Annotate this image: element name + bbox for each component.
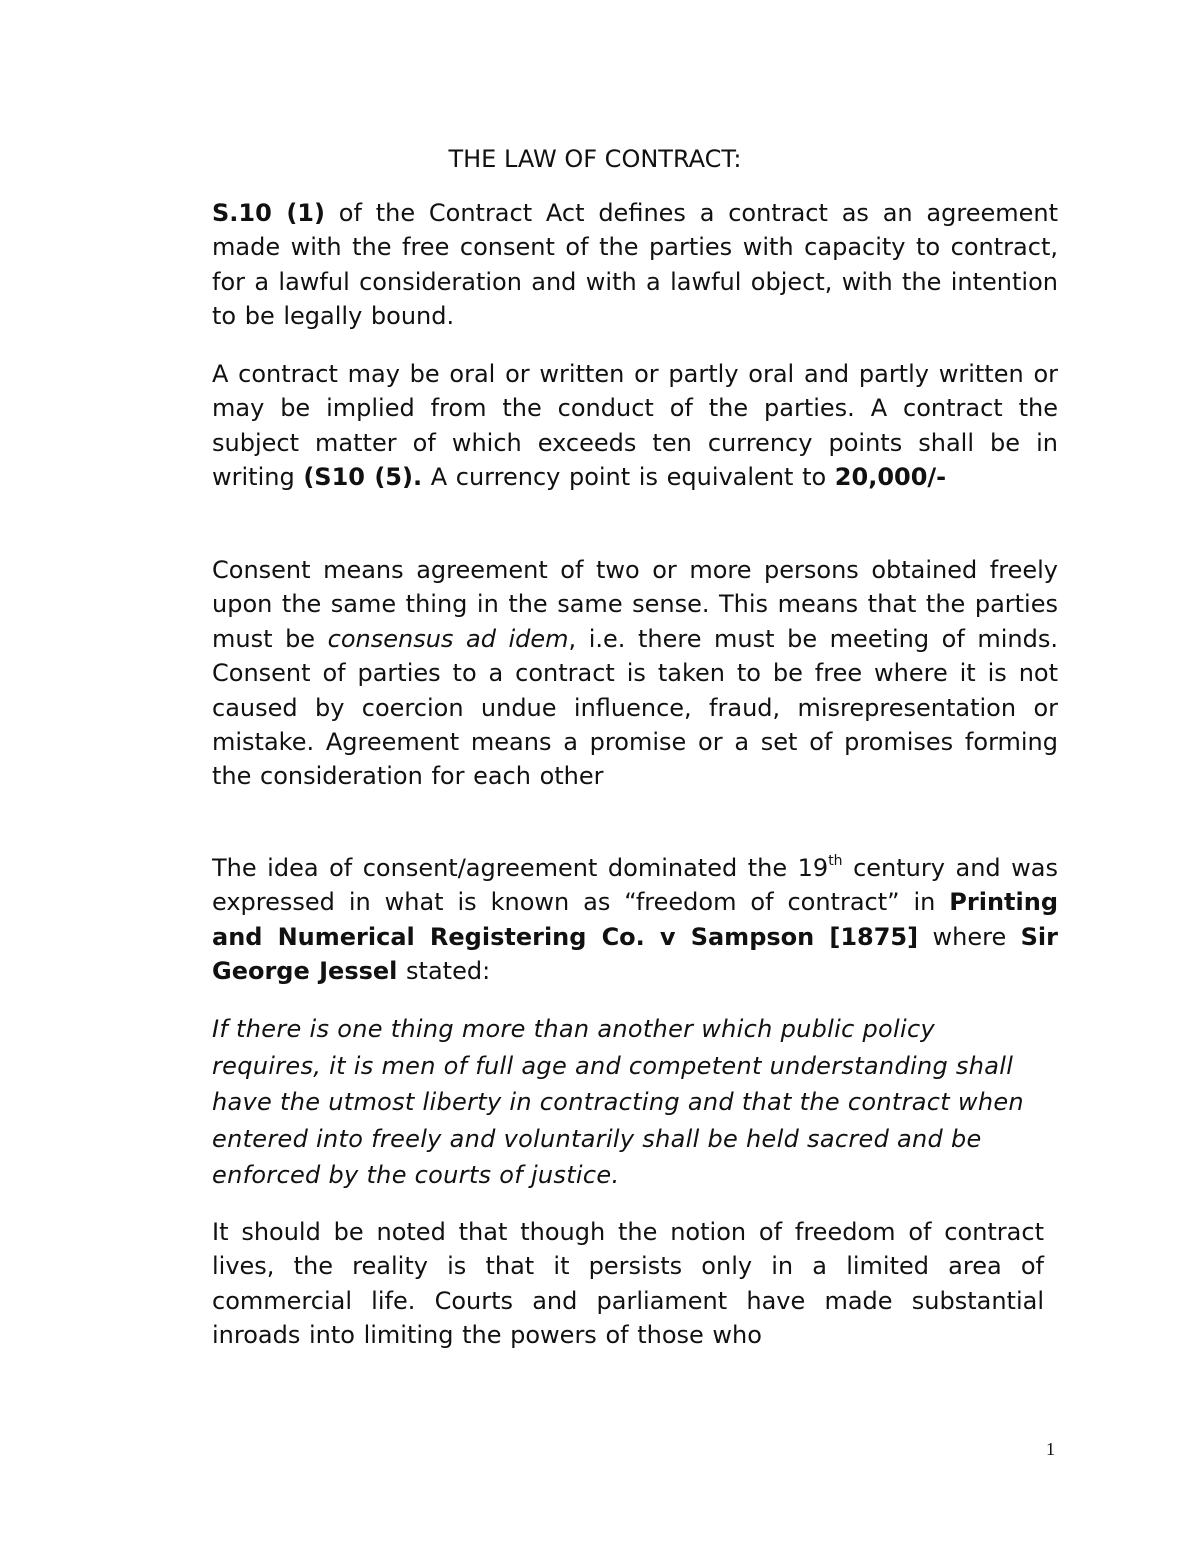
latin-term: consensus ad idem — [327, 624, 569, 653]
paragraph-contract-form — [212, 357, 1058, 495]
judge-name: Sir George Jessel — [212, 922, 1058, 986]
paragraph-text: A contract may be oral or written or partly oral and partly written or may be implied from the conduct of the parties. A contract the subject matter of which exceeds ten currency points shall be in writing — [212, 360, 1058, 492]
paragraph-contract-definition — [212, 196, 1058, 334]
paragraph-text: century and was expressed in what is known as “freedom of contract” in — [212, 854, 1059, 917]
page-number: 1 — [1046, 1439, 1055, 1459]
paragraph-consent — [212, 553, 1058, 794]
paragraph-text: of the Contract Act defines a contract as an agreement made with the free consent of the parties with capacity to contract, for a lawful consideration and with a lawful object, with the intention to be legally bound. — [212, 199, 1059, 331]
paragraph-text: Consent means agreement of two or more persons obtained freely upon the same thing in the same sense. This means that the parties must be — [212, 556, 1058, 653]
section-reference: S.10 (1) — [212, 199, 325, 227]
paragraph-text: A currency point is equivalent to — [422, 463, 835, 492]
document-title: THE LAW OF CONTRACT: — [448, 145, 742, 173]
paragraph-text: The idea of consent/agreement dominated the 19 — [212, 854, 829, 882]
currency-amount: 20,000/- — [834, 463, 947, 492]
superscript: th — [828, 853, 843, 869]
paragraph-text: , i.e. there must be meeting of minds. Consent of parties to a contract is taken to be free where it is not caused by coercion undue influence, fraud, misrepresentation or mistake. Agreement means a promise or a set of promises forming the consideration for each other — [212, 624, 1058, 791]
case-citation: Printing and Numerical Registering Co. v Sampson [1875] — [212, 888, 1058, 951]
paragraph-reality: It should be noted that though the notion of freedom of contract lives, the reality is that it persists only in a limited area of commercial life. Courts and parliament have made substantial inroads into limiting the powers of those who — [212, 1218, 1044, 1350]
paragraph-text: stated: — [397, 957, 491, 986]
paragraph-freedom-of-contract — [212, 851, 1058, 989]
block-quote: If there is one thing more than another which public policy requires, it is men of full age and competent understanding shall have the utmost liberty in contracting and that the contract when entered into freely and voluntarily shall be held sacred and be enforced by the courts of justice. — [212, 1015, 1024, 1189]
paragraph-text: where — [918, 922, 1021, 951]
section-reference: (S10 (5). — [303, 463, 423, 492]
